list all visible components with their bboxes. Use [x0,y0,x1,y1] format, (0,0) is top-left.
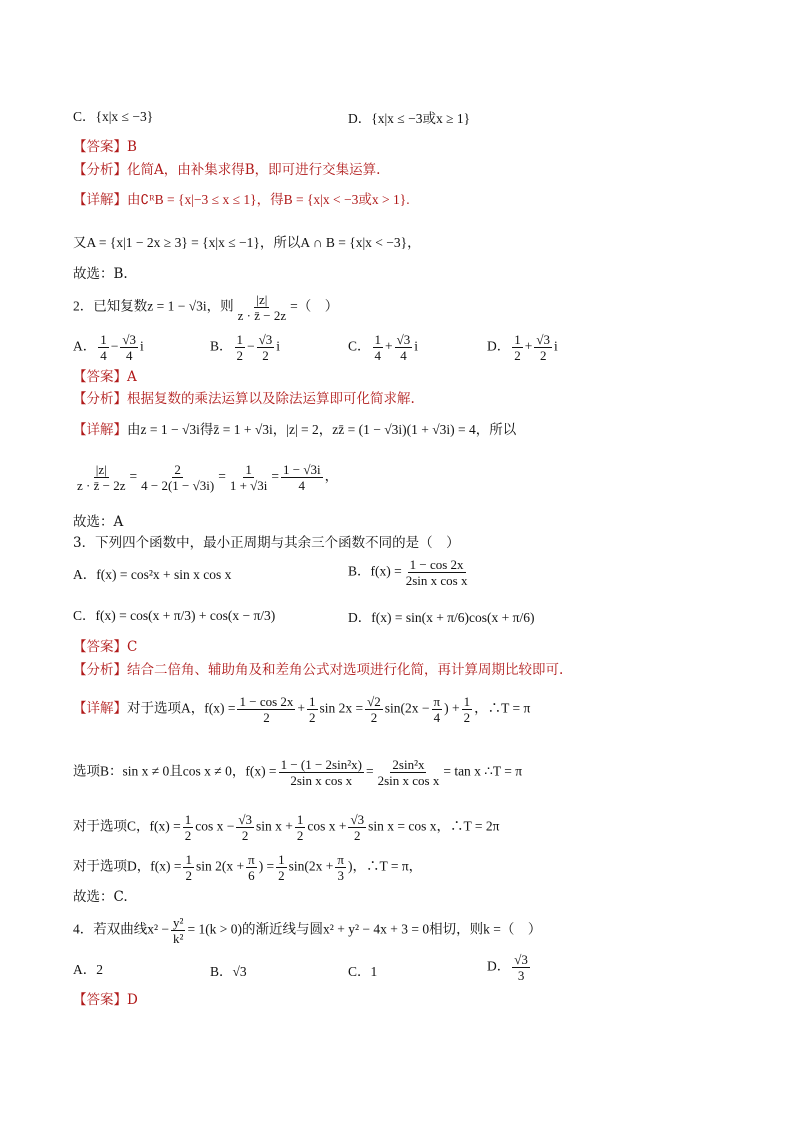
question-2-options [73,332,144,363]
option-d-label: D． [487,958,511,974]
numerator: √3 [258,332,273,347]
detail-line-2: 又A = {x|1 − 2x ≥ 3} = {x|x ≤ −1}，所以A ∩ B = {x|x < −3}， [73,235,421,250]
detail-label: 【详解】 [73,700,127,716]
option-b [348,557,471,588]
analysis-label: 【分析】 [73,162,127,178]
numerator: |z| [256,292,268,307]
fraction [120,332,138,363]
choice-line: 故选：C. [73,889,128,905]
numerator: 2sin²x [392,757,425,772]
denominator: 2sin x cos x [290,773,353,788]
denominator: 4 [125,348,133,363]
fraction [376,757,442,788]
fraction [236,292,288,323]
fraction [365,694,383,725]
option-a-text: A．2 [73,962,103,977]
text: sin 2x = [319,700,364,716]
denominator: 2 [236,348,244,363]
numerator: 1 − cos 2x [409,557,464,572]
option-a-text: A．f(x) = cos²x + sin x cos x [73,567,232,582]
text: sin x = cos x，∴T = 2π [368,818,500,834]
numerator: 1 [514,332,521,347]
question-4-tail: = 1(k > 0)的渐近线与圆x² + y² − 4x + 3 = 0相切，则k =（ ） [187,921,542,937]
option-d [487,952,532,983]
text: 对于选项A，f(x) = [127,700,236,716]
fraction [512,952,530,983]
operator: − [110,338,119,354]
operator: = [129,468,138,484]
numerator: |z| [95,462,107,477]
text: ，∴T = π [474,700,531,716]
fraction [348,812,366,843]
text: sin x + [255,818,293,834]
denominator: 2 [354,828,361,843]
fraction [281,462,323,493]
denominator: 3 [337,868,344,883]
fraction [307,694,318,725]
detail-option-b [73,757,522,788]
numerator: 1 [374,332,382,347]
numerator: √3 [396,332,411,347]
detail-option-d [73,852,422,883]
fraction [512,332,523,363]
fraction [295,812,306,843]
answer-value: D [127,992,138,1008]
imag-unit: i [414,338,419,354]
option-d-label: D． [487,338,511,354]
option-b-label: B．f(x) = [348,563,402,579]
answer-value: C [127,639,138,655]
numerator: 1 [100,332,107,347]
text: 对于选项C，f(x) = [73,818,181,834]
denominator: k² [173,931,184,946]
operator: = [218,468,226,484]
question-3: 3．下列四个函数中，最小正周期与其余三个函数不同的是（ ） [73,535,460,551]
numerator: 1 [184,812,192,827]
text: ) + [444,700,460,716]
text: )，∴T = π， [348,858,423,874]
denominator: 2 [463,710,471,725]
imag-unit: i [140,338,144,354]
operator: = [365,763,374,779]
numerator: 2 [174,462,181,477]
numerator: π [248,852,255,867]
fraction [395,332,413,363]
answer-value: A [127,369,137,385]
imag-unit: i [276,338,281,354]
detail-label: 【详解】 [73,192,127,208]
denominator: 4 [298,478,306,493]
denominator: 4 [374,348,382,363]
denominator: 2 [185,868,192,883]
option-c-text: C．1 [348,964,378,979]
punctuation: ， [324,468,339,484]
numerator: 1 [296,812,304,827]
option-c [348,332,418,363]
choice-line: 故选：B. [73,266,128,282]
fraction [276,852,287,883]
fraction [237,694,295,725]
denominator: 2 [262,348,269,363]
denominator: 2 [241,828,249,843]
text: sin(2x − [384,700,430,716]
detail-line [73,190,410,210]
denominator: 4 [400,348,407,363]
question-2-tail: =（ ） [290,298,339,314]
numerator: √3 [122,332,137,347]
operator: + [524,338,533,354]
option-a-label: A． [73,338,97,354]
option-d [487,332,558,363]
detail-option-a [73,694,530,725]
analysis-text: 根据复数的乘法运算以及除法运算即可化简求解. [127,391,415,407]
option-b-label: B． [210,338,233,354]
answer-value: B [127,139,137,155]
denominator: 2 [370,710,378,725]
option-c-label: C． [348,338,371,354]
answer-line [73,990,138,1010]
denominator: 6 [248,868,255,883]
analysis-line [73,160,380,180]
numerator: 1 − √3i [283,462,321,477]
choice-line: 故选：A [73,514,124,530]
analysis-label: 【分析】 [73,662,127,678]
text: = tan x ∴T = π [443,763,523,779]
detail-text: 由z = 1 − √3i得z̄ = 1 + √3i，|z| = 2，zz̄ = (1 − √3i)(1 + √3i) = 4，所以 [127,422,517,437]
answer-label: 【答案】 [73,639,127,655]
question-2 [73,292,338,323]
denominator: 3 [517,968,525,983]
question-2-stem: 2．已知复数z = 1 − √3i，则 [73,298,234,314]
option-d-text: D．{x|x ≤ −3或x ≥ 1} [348,111,471,126]
numerator: 1 [278,852,285,867]
text: 选项B：sin x ≠ 0且cos x ≠ 0，f(x) = [73,763,277,779]
option-c-text: C．f(x) = cos(x + π/3) + cos(x − π/3) [73,608,276,623]
detail-option-c [73,812,499,843]
denominator: 4 − 2(1 − √3i) [141,478,215,493]
fraction [235,332,246,363]
denominator: 2 [184,828,192,843]
numerator: 1 − cos 2x [239,694,294,709]
text: sin(2x + [288,858,334,874]
denominator: 2 [539,348,547,363]
fraction [139,462,216,493]
denominator: 4 [433,710,441,725]
answer-line [73,367,137,387]
fraction [404,557,470,588]
option-c-text: C．{x|x ≤ −3} [73,109,154,124]
denominator: 1 + √3i [229,478,268,493]
numerator: √3 [238,812,252,827]
numerator: 1 − (1 − 2sin²x) [280,757,362,772]
option-b [210,332,280,363]
numerator: √3 [514,952,528,967]
text: 对于选项D，f(x) = [73,858,182,874]
fraction [462,694,473,725]
numerator: 1 [236,332,244,347]
fraction [75,462,127,493]
numerator: y² [173,915,184,930]
text: cos x − [195,818,235,834]
denominator: z · z̄ − 2z [77,478,126,493]
fraction [228,462,270,493]
operator: − [247,338,255,354]
numerator: 1 [463,694,471,709]
denominator: 4 [100,348,107,363]
analysis-line [73,389,415,409]
fraction [279,757,364,788]
detail-text: 由∁ᴿB = {x|−3 ≤ x ≤ 1}，得B = {x|x < −3或x > 1}. [127,192,410,207]
text: ) = [258,858,275,874]
option-b-text: B．√3 [210,964,247,979]
fraction [257,332,275,363]
numerator: π [337,852,344,867]
analysis-text: 结合二倍角、辅助角及和差角公式对选项进行化简，再计算周期比较即可. [127,662,564,678]
fraction [183,852,194,883]
fraction [183,812,194,843]
analysis-text: 化简A，由补集求得B，即可进行交集运算. [127,162,381,178]
numerator: √3 [350,812,365,827]
question-4-stem: 4．若双曲线x² − [73,921,170,937]
fraction [335,852,346,883]
option-d-text: D．f(x) = sin(x + π/6)cos(x + π/6) [348,610,535,625]
denominator: 2sin x cos x [377,773,440,788]
operator: + [385,338,393,354]
fraction [534,332,552,363]
numerator: 1 [185,852,192,867]
text: sin 2(x + [195,858,245,874]
analysis-line [73,660,563,680]
numerator: π [433,694,441,709]
denominator: 2sin x cos x [405,573,468,588]
fraction [432,694,443,725]
answer-label: 【答案】 [73,139,127,155]
operator: = [271,468,280,484]
fraction [236,812,254,843]
fraction [171,915,185,946]
detail-line [73,420,516,440]
detail-equation [73,462,338,493]
numerator: 1 [309,694,316,709]
answer-label: 【答案】 [73,369,127,385]
numerator: √2 [367,694,381,709]
analysis-label: 【分析】 [73,391,127,407]
denominator: 2 [263,710,270,725]
fraction [373,332,384,363]
detail-label: 【详解】 [73,422,127,438]
question-4 [73,915,541,946]
denominator: 2 [278,868,285,883]
denominator: 2 [514,348,521,363]
fraction [246,852,257,883]
text: cos x + [307,818,347,834]
numerator: √3 [536,332,551,347]
answer-label: 【答案】 [73,992,127,1008]
denominator: 2 [309,710,316,725]
operator: + [297,700,306,716]
answer-line [73,137,137,157]
denominator: 2 [296,828,304,843]
numerator: 1 [245,462,252,477]
imag-unit: i [554,338,558,354]
denominator: z · z̄ − 2z [237,308,287,323]
fraction [98,332,109,363]
answer-line [73,637,137,657]
